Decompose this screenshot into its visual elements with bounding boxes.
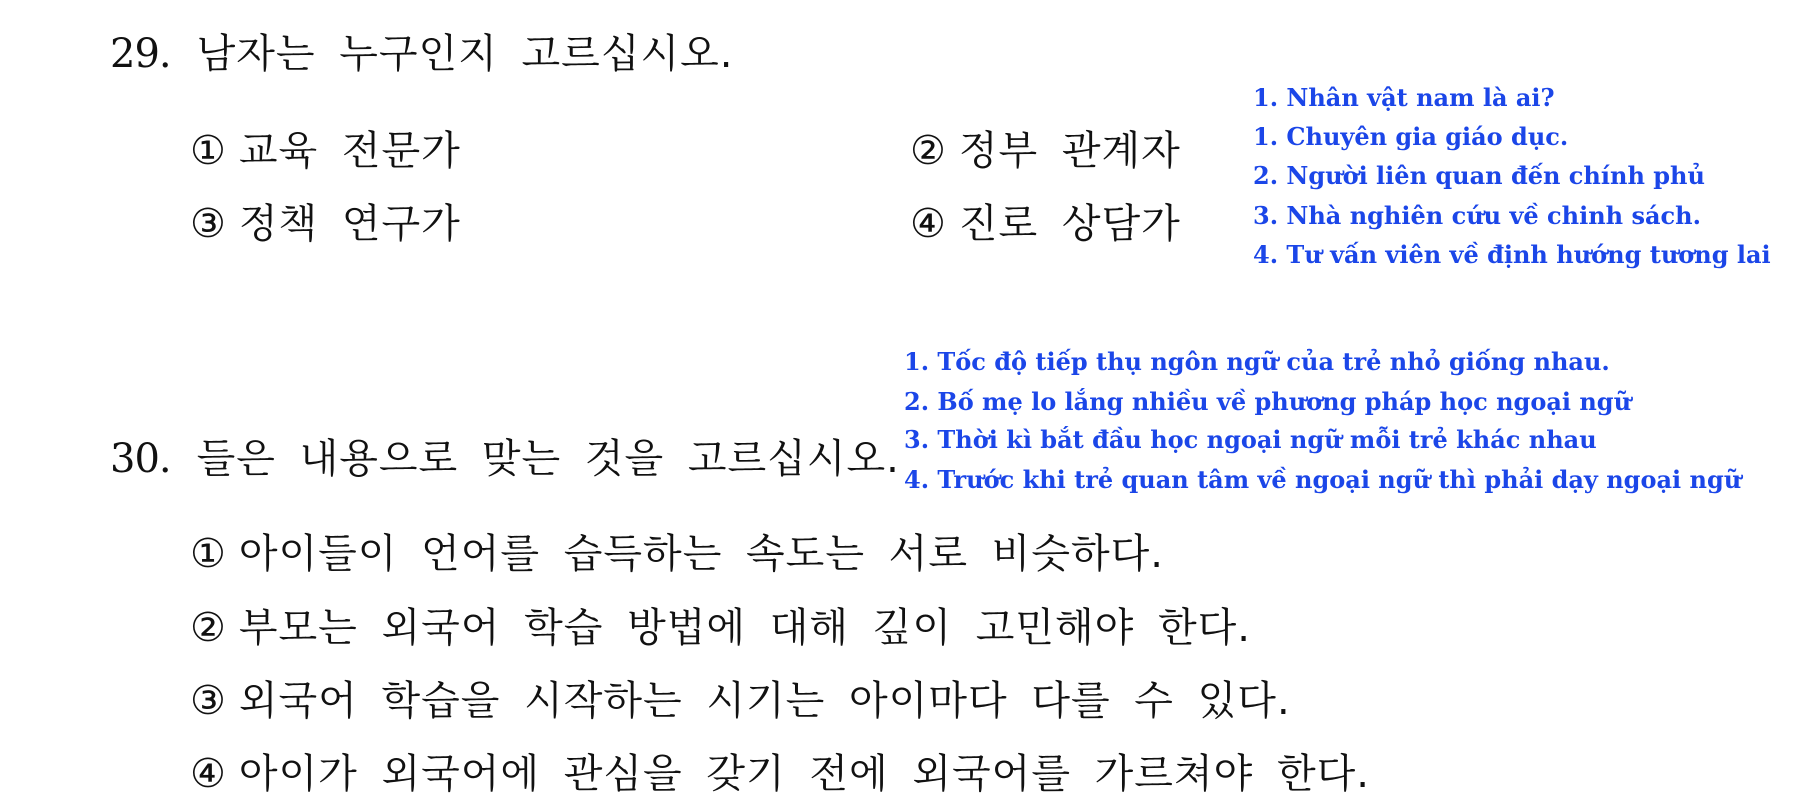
question-29-number: 29.	[110, 31, 171, 77]
q30-option-4[interactable]	[190, 751, 1370, 797]
q29-option-3-text: 정책 연구가	[238, 201, 461, 247]
q30-option-4-text: 아이가 외국어에 관심을 갖기 전에 외국어를 가르쳐야 한다.	[238, 751, 1370, 797]
q30-option-2-mark: ②	[190, 605, 227, 651]
q30-translation-line-2: 2. Bố mẹ lo lắng nhiều về phương pháp học ngoại ngữ	[904, 387, 1632, 416]
q30-option-4-mark: ④	[190, 751, 227, 797]
q30-option-3-mark: ③	[190, 678, 227, 724]
q29-option-4-mark: ④	[910, 201, 947, 247]
q29-translation-line-5: 4. Tư vấn viên về định hướng tương lai	[1253, 240, 1771, 269]
q30-translation-line-4: 4. Trước khi trẻ quan tâm về ngoại ngữ thì phải dạy ngoại ngữ	[904, 465, 1742, 494]
question-30-prompt: 들은 내용으로 맞는 것을 고르십시오.	[196, 436, 900, 482]
q30-option-2[interactable]	[190, 605, 1252, 651]
q30-option-3[interactable]	[190, 678, 1291, 724]
q30-translation-line-1: 1. Tốc độ tiếp thụ ngôn ngữ của trẻ nhỏ giống nhau.	[904, 347, 1610, 376]
q30-option-3-text: 외국어 학습을 시작하는 시기는 아이마다 다를 수 있다.	[238, 678, 1291, 724]
q29-translation-line-4: 3. Nhà nghiên cứu về chinh sách.	[1253, 201, 1701, 230]
q29-translation-line-2: 1. Chuyên gia giáo dục.	[1253, 122, 1569, 151]
q30-option-1-mark: ①	[190, 531, 227, 577]
q29-option-3[interactable]	[190, 201, 461, 247]
question-30-number: 30.	[110, 436, 171, 482]
q30-option-1-text: 아이들이 언어를 습득하는 속도는 서로 비슷하다.	[238, 531, 1164, 577]
q30-option-1[interactable]	[190, 531, 1164, 577]
q29-translation-line-1: 1. Nhân vật nam là ai?	[1253, 83, 1555, 112]
q29-option-1-text: 교육 전문가	[238, 128, 461, 174]
q29-option-4-text: 진로 상담가	[958, 201, 1181, 247]
q29-option-2-mark: ②	[910, 128, 947, 174]
question-29-heading	[110, 31, 734, 77]
question-29-prompt: 남자는 누구인지 고르십시오.	[196, 31, 734, 77]
q29-option-1[interactable]	[190, 128, 461, 174]
q29-option-2-text: 정부 관계자	[958, 128, 1181, 174]
question-30-heading	[110, 436, 900, 482]
q29-option-4[interactable]	[910, 201, 1181, 247]
q29-option-2[interactable]	[910, 128, 1181, 174]
q30-translation-line-3: 3. Thời kì bắt đầu học ngoại ngữ mỗi trẻ khác nhau	[904, 425, 1597, 454]
q29-option-1-mark: ①	[190, 128, 227, 174]
q30-option-2-text: 부모는 외국어 학습 방법에 대해 깊이 고민해야 한다.	[238, 605, 1252, 651]
q29-option-3-mark: ③	[190, 201, 227, 247]
q29-translation-line-3: 2. Người liên quan đến chính phủ	[1253, 161, 1705, 190]
